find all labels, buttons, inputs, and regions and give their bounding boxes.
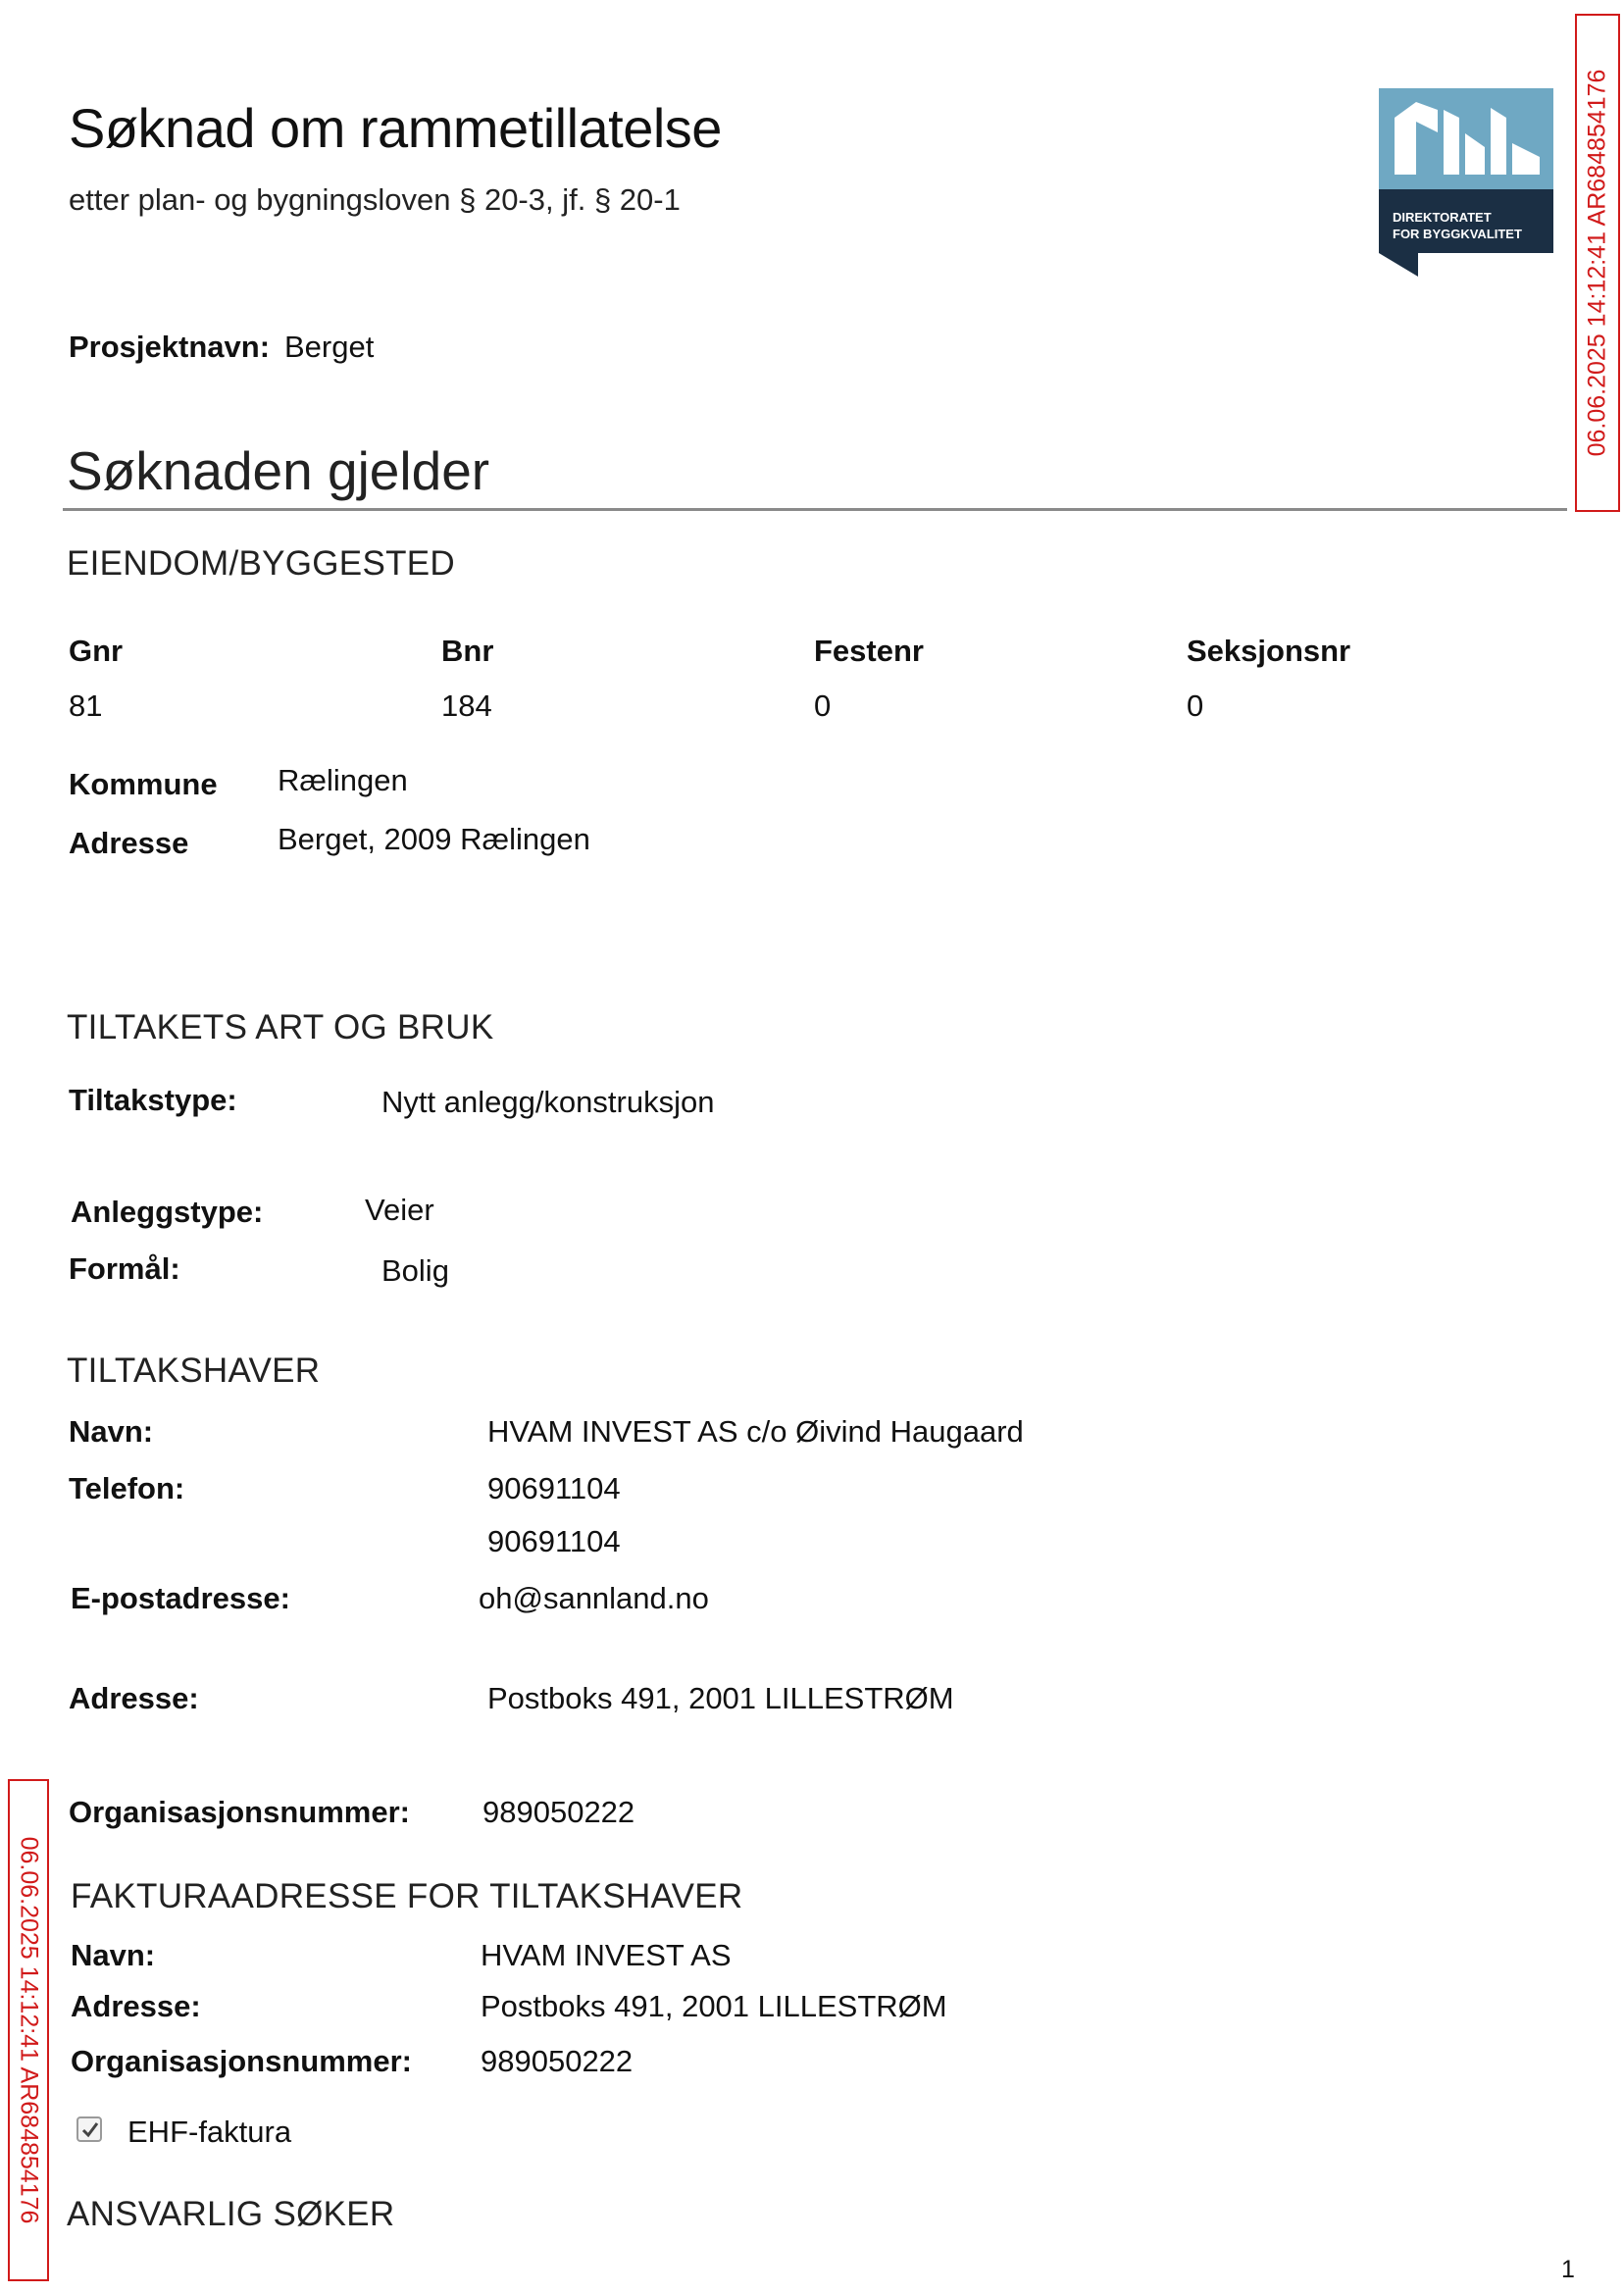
stamp-text: 06.06.2025 14:12:41 AR684854176 [1583, 69, 1611, 457]
document-subtitle: etter plan- og bygningsloven § 20-3, jf. § 20-1 [69, 182, 681, 217]
kommune-label: Kommune [69, 767, 218, 801]
faktura-navn-value: HVAM INVEST AS [481, 1938, 732, 1972]
tiltakshaver-navn-label: Navn: [69, 1414, 154, 1449]
timestamp-stamp-left [8, 1779, 49, 2281]
tiltakstype-label: Tiltakstype: [69, 1083, 237, 1117]
timestamp-stamp-right [1575, 14, 1620, 512]
tiltak-heading: TILTAKETS ART OG BRUK [67, 1008, 494, 1046]
anleggstype-label: Anleggstype: [71, 1195, 264, 1229]
ehf-faktura-label: EHF-faktura [127, 2115, 292, 2149]
bnr-value: 184 [441, 688, 492, 723]
festenr-value: 0 [814, 688, 832, 723]
project-label: Prosjektnavn: [69, 330, 271, 364]
adresse-value: Berget, 2009 Rælingen [278, 822, 590, 856]
project-value: Berget [284, 330, 375, 364]
telefon-value-2: 90691104 [487, 1524, 621, 1558]
logo-text-line2: FOR BYGGKVALITET [1393, 227, 1522, 241]
epost-label: E-postadresse: [71, 1581, 290, 1615]
section-divider [63, 508, 1567, 511]
ehf-faktura-checkbox[interactable] [76, 2116, 102, 2142]
faktura-adresse-value: Postboks 491, 2001 LILLESTRØM [481, 1989, 947, 2023]
ansvarlig-soker-heading: ANSVARLIG SØKER [67, 2195, 395, 2233]
gnr-value: 81 [69, 688, 103, 723]
gnr-label: Gnr [69, 634, 124, 668]
faktura-navn-label: Navn: [71, 1938, 156, 1972]
festenr-label: Festenr [814, 634, 924, 668]
tiltakshaver-navn-value: HVAM INVEST AS c/o Øivind Haugaard [487, 1414, 1024, 1449]
seksjonsnr-label: Seksjonsnr [1187, 634, 1351, 668]
telefon-value-1: 90691104 [487, 1471, 621, 1505]
tiltakstype-value: Nytt anlegg/konstruksjon [381, 1085, 715, 1119]
logo-text-line1: DIREKTORATET [1393, 210, 1492, 225]
tiltakshaver-heading: TILTAKSHAVER [67, 1351, 321, 1390]
checkmark-icon [79, 2119, 101, 2141]
section-title: Søknaden gjelder [67, 440, 490, 501]
tiltakshaver-org-value: 989050222 [482, 1795, 635, 1829]
faktura-adresse-label: Adresse: [71, 1989, 201, 2023]
faktura-heading: FAKTURAADRESSE FOR TILTAKSHAVER [71, 1877, 743, 1915]
tiltakshaver-adresse-value: Postboks 491, 2001 LILLESTRØM [487, 1681, 954, 1715]
tiltakshaver-adresse-label: Adresse: [69, 1681, 199, 1715]
tiltakshaver-org-label: Organisasjonsnummer: [69, 1795, 410, 1829]
kommune-value: Rælingen [278, 763, 408, 797]
epost-value: oh@sannland.no [479, 1581, 709, 1615]
document-title: Søknad om rammetillatelse [69, 97, 722, 159]
faktura-org-label: Organisasjonsnummer: [71, 2044, 412, 2078]
stamp-text-left: 06.06.2025 14:12:41 AR684854176 [15, 1836, 43, 2224]
page-number: 1 [1561, 2256, 1575, 2283]
dibk-logo [1379, 88, 1553, 277]
anleggstype-value: Veier [365, 1193, 434, 1227]
telefon-label: Telefon: [69, 1471, 185, 1505]
formal-label: Formål: [69, 1251, 180, 1286]
eiendom-heading: EIENDOM/BYGGESTED [67, 544, 455, 583]
seksjonsnr-value: 0 [1187, 688, 1204, 723]
adresse-label: Adresse [69, 826, 189, 860]
faktura-org-value: 989050222 [481, 2044, 634, 2078]
bnr-label: Bnr [441, 634, 494, 668]
formal-value: Bolig [381, 1253, 449, 1288]
